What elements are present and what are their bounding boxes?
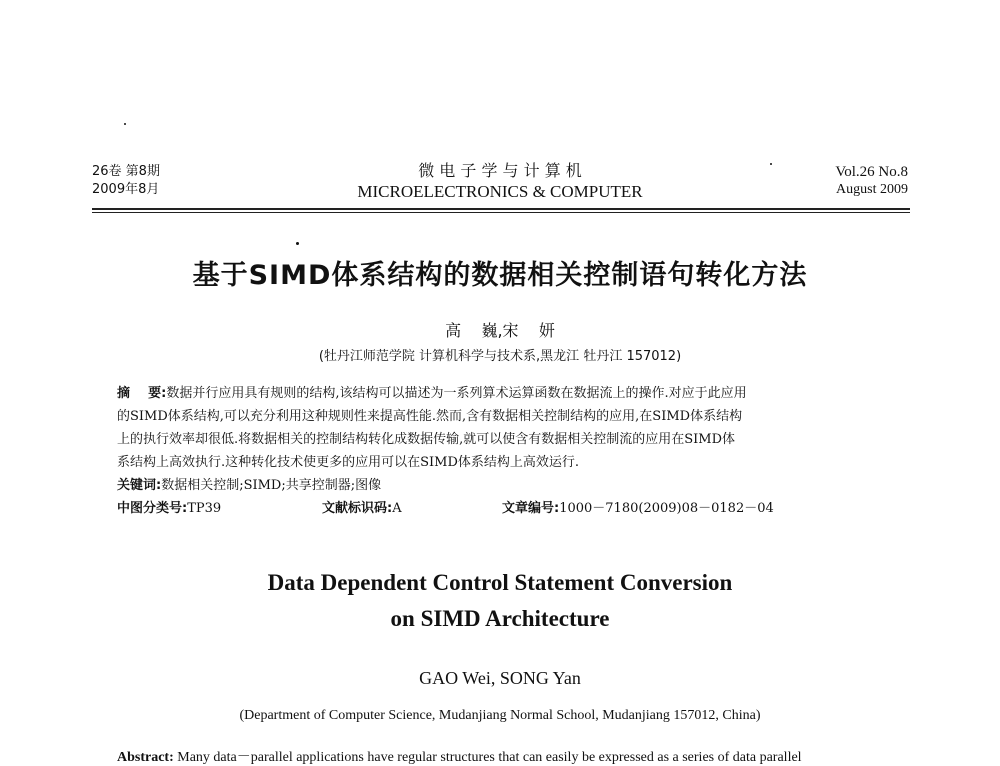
abstract-label: 摘 要: xyxy=(117,386,167,401)
abstract-zh xyxy=(117,382,889,520)
volume-issue-zh: 26卷 第8期 xyxy=(92,164,160,179)
scan-speck xyxy=(296,242,299,245)
doc-code: A xyxy=(392,501,402,516)
abstract-en xyxy=(117,746,897,766)
affiliation-en: (Department of Computer Science, Mudanjiang Normal School, Mudanjiang 157012, China) xyxy=(239,708,761,723)
scan-speck xyxy=(770,163,772,165)
article-no-label: 文章编号: xyxy=(502,501,560,516)
abstract-line: 上的执行效率却很低.将数据相关的控制结构转化成数据传输,就可以使含有数据相关控制流的应用在SIMD体 xyxy=(117,432,736,447)
date-zh: 2009年8月 xyxy=(92,182,160,197)
doc-code-label: 文献标识码: xyxy=(322,501,393,516)
paper-title-en-line2: on SIMD Architecture xyxy=(390,606,610,631)
paper-title-zh: 基于SIMD体系结构的数据相关控制语句转化方法 xyxy=(192,260,808,291)
abstract-line: 系结构上高效执行.这种转化技术使更多的应用可以在SIMD体系结构上高效运行. xyxy=(117,455,580,470)
header-rule-thin xyxy=(92,212,910,213)
abstract-line: 摘 要:数据并行应用具有规则的结构,该结构可以描述为一系列算术运算函数在数据流上的操作.对应于此应用 xyxy=(117,386,747,401)
scan-speck xyxy=(124,123,126,125)
authors-en: GAO Wei, SONG Yan xyxy=(419,668,581,688)
paper-title-en-line1: Data Dependent Control Statement Conversion xyxy=(267,570,733,595)
date-en: August 2009 xyxy=(836,182,908,197)
journal-name-en: MICROELECTRONICS & COMPUTER xyxy=(357,182,643,201)
vol-no: Vol.26 No.8 xyxy=(835,164,908,180)
authors-zh: 高 巍,宋 妍 xyxy=(445,321,555,340)
keywords-line xyxy=(117,474,889,497)
classification-line xyxy=(117,497,889,520)
clc-label: 中图分类号: xyxy=(117,501,188,516)
abstract-en-text: Many data－parallel applications have regular structures that can easily be expressed as a series of data parallel xyxy=(177,750,802,765)
keywords: 数据相关控制;SIMD;共享控制器;图像 xyxy=(161,478,382,493)
clc-code: TP39 xyxy=(187,501,222,516)
abstract-line: 的SIMD体系结构,可以充分利用这种规则性来提高性能.然而,含有数据相关控制结构的应用,在SIMD体系结构 xyxy=(117,409,743,424)
header-rule-thick xyxy=(92,208,910,210)
abstract-en-label: Abstract: xyxy=(117,750,174,765)
journal-name-zh: 微 电 子 学 与 计 算 机 xyxy=(418,161,582,180)
keywords-label: 关键词: xyxy=(117,478,162,493)
affiliation-zh: (牡丹江师范学院 计算机科学与技术系,黑龙江 牡丹江 157012) xyxy=(318,349,682,364)
volume-issue-en xyxy=(835,163,908,199)
article-no: 1000－7180(2009)08－0182－04 xyxy=(559,501,774,516)
